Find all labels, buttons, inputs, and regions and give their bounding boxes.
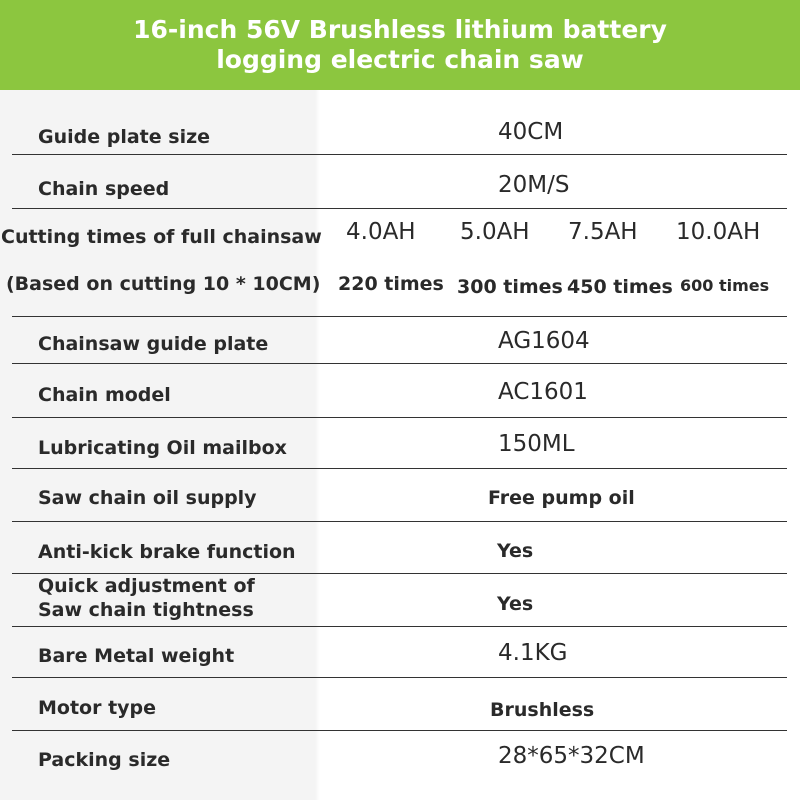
guide-plate-size-label: Guide plate size [38,126,211,148]
anti-kick-label: Anti-kick brake function [38,541,296,563]
chain-model-label: Chain model [38,384,171,406]
times-10ah: 600 times [680,276,770,295]
oil-supply-label: Saw chain oil supply [38,487,257,509]
times-7-5ah: 450 times [567,276,673,298]
cutting-times-basis-label: (Based on cutting 10 * 10CM) [6,273,321,295]
chain-speed-value: 20M/S [498,172,570,198]
chain-model-value: AC1601 [498,379,588,405]
quick-adjust-label-2: Saw chain tightness [38,599,254,621]
row-divider [12,730,787,731]
cutting-times-label: Cutting times of full chainsaw [1,226,322,248]
anti-kick-value: Yes [497,540,534,562]
times-4ah: 220 times [338,273,444,295]
guide-plate-size-value: 40CM [498,119,564,145]
packing-size-value: 28*65*32CM [498,743,645,769]
times-5ah: 300 times [457,276,563,298]
weight-label: Bare Metal weight [38,645,235,667]
row-divider [12,363,787,364]
title-banner [0,0,800,90]
capacity-5ah: 5.0AH [460,219,530,245]
guide-plate-model-label: Chainsaw guide plate [38,333,269,355]
motor-type-value: Brushless [490,699,595,721]
weight-value: 4.1KG [498,640,568,666]
capacity-10ah: 10.0AH [676,219,761,245]
title-line-1: 16-inch 56V Brushless lithium battery [133,15,667,44]
quick-adjust-label-1: Quick adjustment of [38,575,255,597]
row-divider [12,208,787,209]
row-divider [12,316,787,317]
spec-table [0,90,800,800]
row-divider [12,677,787,678]
title-line-2: logging electric chain saw [216,45,584,74]
guide-plate-model-value: AG1604 [498,328,590,354]
row-divider [12,417,787,418]
row-divider [12,468,787,469]
capacity-7-5ah: 7.5AH [568,219,638,245]
lubricating-oil-value: 150ML [498,431,575,457]
row-divider [12,154,787,155]
chain-speed-label: Chain speed [38,178,170,200]
row-divider [12,626,787,627]
oil-supply-value: Free pump oil [488,487,635,509]
lubricating-oil-label: Lubricating Oil mailbox [38,437,287,459]
row-divider [12,521,787,522]
packing-size-label: Packing size [38,749,171,771]
motor-type-label: Motor type [38,697,157,719]
capacity-4ah: 4.0AH [346,219,416,245]
quick-adjust-value: Yes [497,593,534,615]
